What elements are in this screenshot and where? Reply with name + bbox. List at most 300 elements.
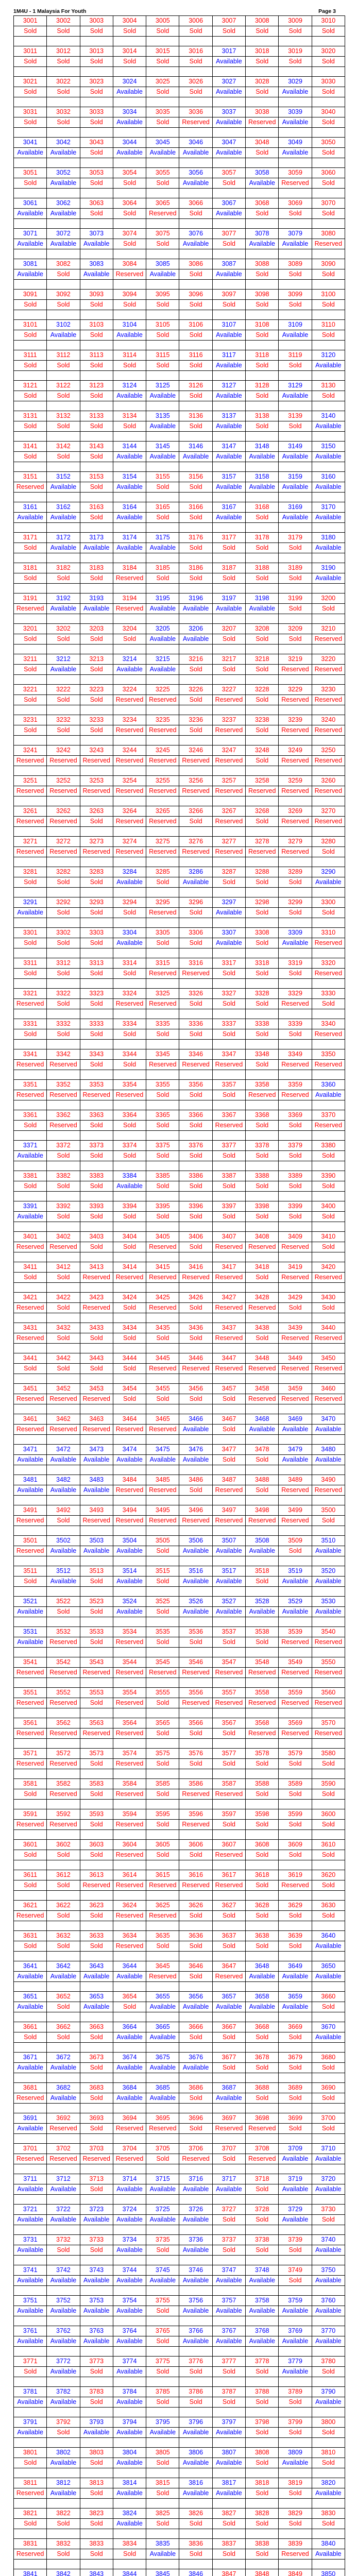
- unit-status-cell: Available: [47, 513, 80, 523]
- unit-status-cell: Available: [14, 2184, 47, 2195]
- unit-status-cell: Reserved: [179, 1668, 212, 1678]
- unit-status-cell: Sold: [14, 634, 47, 645]
- empty-cell: [212, 2468, 245, 2478]
- unit-status-cell: Sold: [47, 695, 80, 705]
- unit-status-cell: Reserved: [212, 1364, 245, 1374]
- empty-cell: [179, 2104, 212, 2113]
- empty-cell: [212, 1526, 245, 1536]
- unit-number-row: [14, 1718, 345, 1728]
- empty-cell: [113, 1404, 146, 1414]
- unit-number-cell: 3311: [14, 958, 47, 969]
- unit-number-cell: 3583: [80, 1779, 113, 1789]
- unit-status-cell: Available: [47, 1972, 80, 1982]
- unit-status-cell: Reserved: [14, 1698, 47, 1708]
- empty-cell: [113, 1587, 146, 1597]
- empty-cell: [47, 979, 80, 989]
- empty-cell: [179, 1800, 212, 1809]
- empty-cell: [80, 2347, 113, 2357]
- unit-status-cell: Available: [47, 1485, 80, 1496]
- unit-number-cell: 3839: [279, 2539, 312, 2549]
- unit-number-cell: 3413: [80, 1262, 113, 1273]
- unit-number-cell: 3534: [113, 1627, 146, 1637]
- empty-cell: [312, 1252, 345, 1262]
- spacer-row: [14, 2195, 345, 2205]
- unit-number-cell: 3031: [14, 107, 47, 117]
- unit-status-cell: Sold: [47, 361, 80, 371]
- empty-cell: [80, 888, 113, 897]
- empty-cell: [146, 736, 179, 745]
- empty-cell: [113, 827, 146, 837]
- empty-cell: [14, 614, 47, 624]
- unit-number-cell: 3522: [47, 1597, 80, 1607]
- unit-status-cell: Sold: [312, 604, 345, 614]
- unit-number-cell: 3601: [14, 1840, 47, 1850]
- unit-number-cell: 3032: [47, 107, 80, 117]
- unit-status-cell: Sold: [212, 2549, 245, 2560]
- unit-status-cell: Sold: [80, 209, 113, 219]
- unit-status-cell: Reserved: [47, 1637, 80, 1648]
- unit-number-cell: 3741: [14, 2265, 47, 2276]
- unit-status-cell: Available: [47, 1546, 80, 1556]
- empty-cell: [312, 2408, 345, 2417]
- unit-status-cell: Sold: [246, 2367, 279, 2377]
- unit-number-cell: 3286: [179, 867, 212, 877]
- unit-status-cell: Available: [47, 178, 80, 189]
- unit-status-cell: Available: [80, 2215, 113, 2225]
- unit-number-cell: 3332: [47, 1019, 80, 1029]
- unit-number-row: [14, 654, 345, 665]
- unit-status-cell: Sold: [179, 1850, 212, 1860]
- empty-cell: [312, 2043, 345, 2053]
- unit-number-cell: 3155: [146, 472, 179, 482]
- unit-status-row: [14, 1273, 345, 1283]
- unit-number-cell: 3242: [47, 745, 80, 756]
- unit-number-cell: 3058: [246, 168, 279, 178]
- unit-status-cell: Sold: [279, 1212, 312, 1222]
- unit-status-row: [14, 1181, 345, 1192]
- unit-status-cell: Sold: [47, 57, 80, 67]
- unit-number-cell: 3629: [279, 1901, 312, 1911]
- unit-status-cell: Available: [179, 1455, 212, 1465]
- unit-status-cell: Reserved: [113, 1273, 146, 1283]
- unit-status-cell: Available: [279, 1425, 312, 1435]
- unit-status-row: [14, 2488, 345, 2499]
- unit-number-row: [14, 1445, 345, 1455]
- unit-status-cell: Sold: [212, 1394, 245, 1404]
- empty-cell: [246, 1465, 279, 1475]
- unit-number-cell: 3770: [312, 2326, 345, 2336]
- unit-number-cell: 3506: [179, 1536, 212, 1546]
- empty-cell: [212, 553, 245, 563]
- unit-number-cell: 3627: [212, 1901, 245, 1911]
- empty-cell: [246, 2560, 279, 2569]
- unit-status-cell: Reserved: [279, 1880, 312, 1891]
- empty-cell: [146, 553, 179, 563]
- empty-cell: [179, 675, 212, 685]
- unit-status-row: [14, 695, 345, 705]
- empty-cell: [312, 1222, 345, 1232]
- unit-number-cell: 3649: [279, 1961, 312, 1972]
- unit-number-row: [14, 2357, 345, 2367]
- unit-status-cell: Reserved: [146, 1060, 179, 1070]
- unit-status-row: [14, 1242, 345, 1252]
- unit-number-cell: 3426: [179, 1293, 212, 1303]
- unit-number-cell: 3431: [14, 1323, 47, 1333]
- unit-number-row: [14, 806, 345, 817]
- unit-number-cell: 3266: [179, 806, 212, 817]
- unit-number-cell: 3461: [14, 1414, 47, 1425]
- unit-status-cell: Sold: [14, 877, 47, 888]
- unit-status-cell: Available: [113, 2063, 146, 2073]
- unit-number-cell: 3366: [179, 1110, 212, 1121]
- empty-cell: [312, 1952, 345, 1961]
- unit-number-cell: 3157: [212, 472, 245, 482]
- unit-status-cell: Sold: [80, 817, 113, 827]
- unit-number-row: [14, 928, 345, 938]
- unit-number-cell: 3642: [47, 1961, 80, 1972]
- unit-status-row: [14, 2063, 345, 2073]
- unit-number-cell: 3793: [80, 2417, 113, 2428]
- unit-status-cell: Sold: [80, 695, 113, 705]
- unit-number-cell: 3077: [212, 229, 245, 239]
- empty-cell: [146, 979, 179, 989]
- unit-status-cell: Reserved: [279, 1485, 312, 1496]
- empty-cell: [47, 766, 80, 776]
- empty-cell: [113, 1860, 146, 1870]
- unit-status-cell: Sold: [80, 665, 113, 675]
- empty-cell: [146, 67, 179, 77]
- unit-number-cell: 3035: [146, 107, 179, 117]
- unit-status-cell: Sold: [179, 2124, 212, 2134]
- unit-number-cell: 3568: [246, 1718, 279, 1728]
- empty-cell: [312, 1496, 345, 1505]
- unit-number-cell: 3005: [146, 16, 179, 26]
- empty-cell: [179, 2560, 212, 2569]
- unit-status-cell: Sold: [246, 1485, 279, 1496]
- unit-status-cell: Reserved: [312, 634, 345, 645]
- empty-cell: [179, 2529, 212, 2539]
- unit-status-cell: Reserved: [146, 1242, 179, 1252]
- unit-number-cell: 3110: [312, 320, 345, 330]
- unit-number-cell: 3424: [113, 1293, 146, 1303]
- empty-cell: [246, 705, 279, 715]
- unit-status-cell: Sold: [246, 1789, 279, 1800]
- unit-status-cell: Sold: [212, 300, 245, 310]
- unit-status-cell: Sold: [47, 421, 80, 432]
- unit-number-cell: 3179: [279, 533, 312, 543]
- unit-status-cell: Sold: [312, 26, 345, 37]
- unit-number-cell: 3093: [80, 290, 113, 300]
- spacer-row: [14, 1040, 345, 1049]
- unit-status-cell: Sold: [47, 26, 80, 37]
- empty-cell: [47, 2043, 80, 2053]
- empty-cell: [246, 1374, 279, 1384]
- empty-cell: [47, 1313, 80, 1323]
- spacer-row: [14, 2560, 345, 2569]
- unit-status-cell: Reserved: [47, 1820, 80, 1830]
- empty-cell: [113, 1617, 146, 1627]
- unit-number-cell: 3066: [179, 198, 212, 209]
- unit-status-cell: Available: [212, 391, 245, 401]
- empty-cell: [14, 1526, 47, 1536]
- spacer-row: [14, 2347, 345, 2357]
- unit-status-cell: Sold: [179, 1121, 212, 1131]
- unit-number-cell: 3215: [146, 654, 179, 665]
- empty-cell: [146, 1739, 179, 1749]
- unit-status-cell: Sold: [212, 1941, 245, 1952]
- unit-status-cell: Sold: [312, 2428, 345, 2438]
- unit-status-cell: Sold: [80, 1029, 113, 1040]
- unit-number-cell: 3651: [14, 1992, 47, 2002]
- empty-cell: [246, 1526, 279, 1536]
- spacer-row: [14, 2468, 345, 2478]
- unit-number-cell: 3795: [146, 2417, 179, 2428]
- unit-number-cell: 3380: [312, 1141, 345, 1151]
- unit-number-cell: 3625: [146, 1901, 179, 1911]
- unit-status-cell: Sold: [179, 1485, 212, 1496]
- unit-number-cell: 3308: [246, 928, 279, 938]
- empty-cell: [146, 1587, 179, 1597]
- unit-status-cell: Reserved: [113, 756, 146, 766]
- unit-status-cell: Sold: [80, 2032, 113, 2043]
- unit-number-cell: 3331: [14, 1019, 47, 1029]
- empty-cell: [47, 553, 80, 563]
- empty-cell: [80, 371, 113, 381]
- unit-number-cell: 3334: [113, 1019, 146, 1029]
- unit-number-cell: 3243: [80, 745, 113, 756]
- unit-number-cell: 3559: [279, 1688, 312, 1698]
- unit-number-cell: 3606: [179, 1840, 212, 1850]
- unit-number-row: [14, 594, 345, 604]
- unit-status-cell: Reserved: [47, 1090, 80, 1100]
- unit-status-cell: Reserved: [279, 1668, 312, 1678]
- unit-number-cell: 3004: [113, 16, 146, 26]
- unit-status-cell: Available: [312, 2154, 345, 2164]
- unit-status-cell: Sold: [312, 1242, 345, 1252]
- unit-number-cell: 3327: [212, 989, 245, 999]
- unit-number-cell: 3069: [279, 198, 312, 209]
- empty-cell: [80, 2012, 113, 2022]
- unit-number-cell: 3509: [279, 1536, 312, 1546]
- unit-status-cell: Available: [113, 2428, 146, 2438]
- unit-number-cell: 3835: [146, 2539, 179, 2549]
- unit-number-cell: 3061: [14, 198, 47, 209]
- empty-cell: [80, 918, 113, 928]
- unit-status-cell: Reserved: [80, 1394, 113, 1404]
- empty-cell: [80, 2195, 113, 2205]
- unit-status-cell: Sold: [179, 513, 212, 523]
- unit-number-cell: 3124: [113, 381, 146, 391]
- unit-status-cell: Sold: [179, 269, 212, 280]
- unit-number-cell: 3462: [47, 1414, 80, 1425]
- unit-status-cell: Available: [113, 87, 146, 97]
- empty-cell: [312, 888, 345, 897]
- empty-cell: [47, 1830, 80, 1840]
- unit-number-cell: 3297: [212, 897, 245, 908]
- unit-status-cell: Sold: [246, 2428, 279, 2438]
- unit-status-row: [14, 2184, 345, 2195]
- unit-status-cell: Reserved: [14, 2093, 47, 2104]
- unit-number-cell: 3524: [113, 1597, 146, 1607]
- empty-cell: [113, 857, 146, 867]
- empty-cell: [80, 310, 113, 320]
- unit-number-cell: 3180: [312, 533, 345, 543]
- unit-status-row: [14, 269, 345, 280]
- unit-status-row: [14, 2519, 345, 2529]
- unit-status-cell: Reserved: [179, 2154, 212, 2164]
- unit-number-cell: 3047: [212, 138, 245, 148]
- unit-number-row: [14, 2144, 345, 2154]
- empty-cell: [14, 2408, 47, 2417]
- unit-status-cell: Available: [279, 2367, 312, 2377]
- empty-cell: [212, 219, 245, 229]
- unit-status-cell: Reserved: [14, 1728, 47, 1739]
- empty-cell: [47, 918, 80, 928]
- unit-number-cell: 3090: [312, 259, 345, 269]
- unit-number-cell: 3336: [179, 1019, 212, 1029]
- empty-cell: [179, 97, 212, 107]
- unit-number-cell: 3595: [146, 1809, 179, 1820]
- unit-number-cell: 3605: [146, 1840, 179, 1850]
- unit-status-cell: Reserved: [212, 1668, 245, 1678]
- empty-cell: [14, 1344, 47, 1353]
- unit-status-cell: Available: [179, 239, 212, 249]
- unit-status-cell: Available: [279, 2336, 312, 2347]
- spacer-row: [14, 1100, 345, 1110]
- empty-cell: [212, 1496, 245, 1505]
- unit-number-cell: 3565: [146, 1718, 179, 1728]
- unit-number-cell: 3422: [47, 1293, 80, 1303]
- unit-status-cell: Available: [179, 2428, 212, 2438]
- unit-status-cell: Sold: [212, 634, 245, 645]
- empty-cell: [246, 1070, 279, 1080]
- empty-cell: [14, 97, 47, 107]
- empty-cell: [47, 1070, 80, 1080]
- empty-cell: [14, 1222, 47, 1232]
- empty-cell: [312, 584, 345, 594]
- unit-number-cell: 3282: [47, 867, 80, 877]
- unit-status-cell: Available: [80, 604, 113, 614]
- unit-number-cell: 3556: [179, 1688, 212, 1698]
- empty-cell: [146, 1921, 179, 1931]
- unit-number-cell: 3428: [246, 1293, 279, 1303]
- unit-number-row: [14, 1597, 345, 1607]
- unit-number-cell: 3661: [14, 2022, 47, 2032]
- unit-status-cell: Sold: [312, 300, 345, 310]
- unit-number-cell: 3832: [47, 2539, 80, 2549]
- unit-status-cell: Reserved: [113, 269, 146, 280]
- unit-status-cell: Reserved: [279, 665, 312, 675]
- unit-number-cell: 3150: [312, 442, 345, 452]
- unit-number-cell: 3777: [212, 2357, 245, 2367]
- empty-cell: [80, 2256, 113, 2265]
- unit-number-cell: 3258: [246, 776, 279, 786]
- empty-cell: [146, 614, 179, 624]
- unit-status-cell: Sold: [14, 1789, 47, 1800]
- empty-cell: [179, 371, 212, 381]
- empty-cell: [179, 1860, 212, 1870]
- unit-status-cell: Reserved: [47, 1060, 80, 1070]
- unit-number-cell: 3105: [146, 320, 179, 330]
- empty-cell: [279, 1678, 312, 1688]
- unit-status-cell: Sold: [279, 26, 312, 37]
- unit-number-cell: 3492: [47, 1505, 80, 1516]
- unit-number-cell: 3680: [312, 2053, 345, 2063]
- unit-availability-table: [13, 15, 345, 2576]
- unit-number-cell: 3185: [146, 563, 179, 573]
- unit-status-cell: Sold: [80, 391, 113, 401]
- unit-number-cell: 3355: [146, 1080, 179, 1090]
- unit-number-cell: 3065: [146, 198, 179, 209]
- empty-cell: [80, 1769, 113, 1779]
- empty-cell: [279, 553, 312, 563]
- spacer-row: [14, 1222, 345, 1232]
- unit-status-cell: Sold: [80, 87, 113, 97]
- unit-number-cell: 3295: [146, 897, 179, 908]
- empty-cell: [179, 432, 212, 442]
- empty-cell: [212, 1465, 245, 1475]
- unit-status-cell: Sold: [146, 1333, 179, 1344]
- unit-status-cell: Available: [80, 2306, 113, 2316]
- unit-number-cell: 3814: [113, 2478, 146, 2488]
- unit-status-cell: Reserved: [279, 725, 312, 736]
- empty-cell: [146, 493, 179, 502]
- unit-number-cell: 3596: [179, 1809, 212, 1820]
- unit-number-cell: 3096: [179, 290, 212, 300]
- unit-status-row: [14, 1394, 345, 1404]
- unit-number-cell: 3692: [47, 2113, 80, 2124]
- unit-status-cell: Reserved: [279, 1698, 312, 1708]
- empty-cell: [312, 401, 345, 411]
- unit-number-cell: 3401: [14, 1232, 47, 1242]
- unit-status-cell: Sold: [179, 1090, 212, 1100]
- unit-status-cell: Available: [212, 1607, 245, 1617]
- empty-cell: [246, 2073, 279, 2083]
- unit-status-cell: Sold: [312, 2002, 345, 2012]
- empty-cell: [47, 401, 80, 411]
- empty-cell: [113, 1648, 146, 1657]
- unit-status-cell: Available: [212, 269, 245, 280]
- unit-status-cell: Sold: [279, 2397, 312, 2408]
- empty-cell: [113, 1222, 146, 1232]
- unit-status-cell: Reserved: [14, 756, 47, 766]
- empty-cell: [113, 2468, 146, 2478]
- unit-status-row: [14, 1880, 345, 1891]
- empty-cell: [113, 614, 146, 624]
- empty-cell: [47, 2286, 80, 2296]
- unit-status-cell: Reserved: [14, 817, 47, 827]
- unit-number-cell: 3075: [146, 229, 179, 239]
- unit-status-cell: Sold: [146, 1728, 179, 1739]
- empty-cell: [246, 341, 279, 350]
- unit-number-cell: 3237: [212, 715, 245, 725]
- empty-cell: [179, 1009, 212, 1019]
- unit-number-cell: 3694: [113, 2113, 146, 2124]
- unit-status-cell: Available: [47, 2215, 80, 2225]
- unit-number-row: [14, 1931, 345, 1941]
- empty-cell: [212, 645, 245, 654]
- unit-status-cell: Available: [179, 2458, 212, 2468]
- unit-number-row: [14, 2569, 345, 2576]
- empty-cell: [80, 219, 113, 229]
- unit-status-row: [14, 877, 345, 888]
- unit-status-cell: Sold: [113, 1303, 146, 1313]
- unit-status-cell: Sold: [113, 239, 146, 249]
- spacer-row: [14, 1496, 345, 1505]
- spacer-row: [14, 766, 345, 776]
- unit-status-cell: Available: [14, 2428, 47, 2438]
- empty-cell: [14, 1374, 47, 1384]
